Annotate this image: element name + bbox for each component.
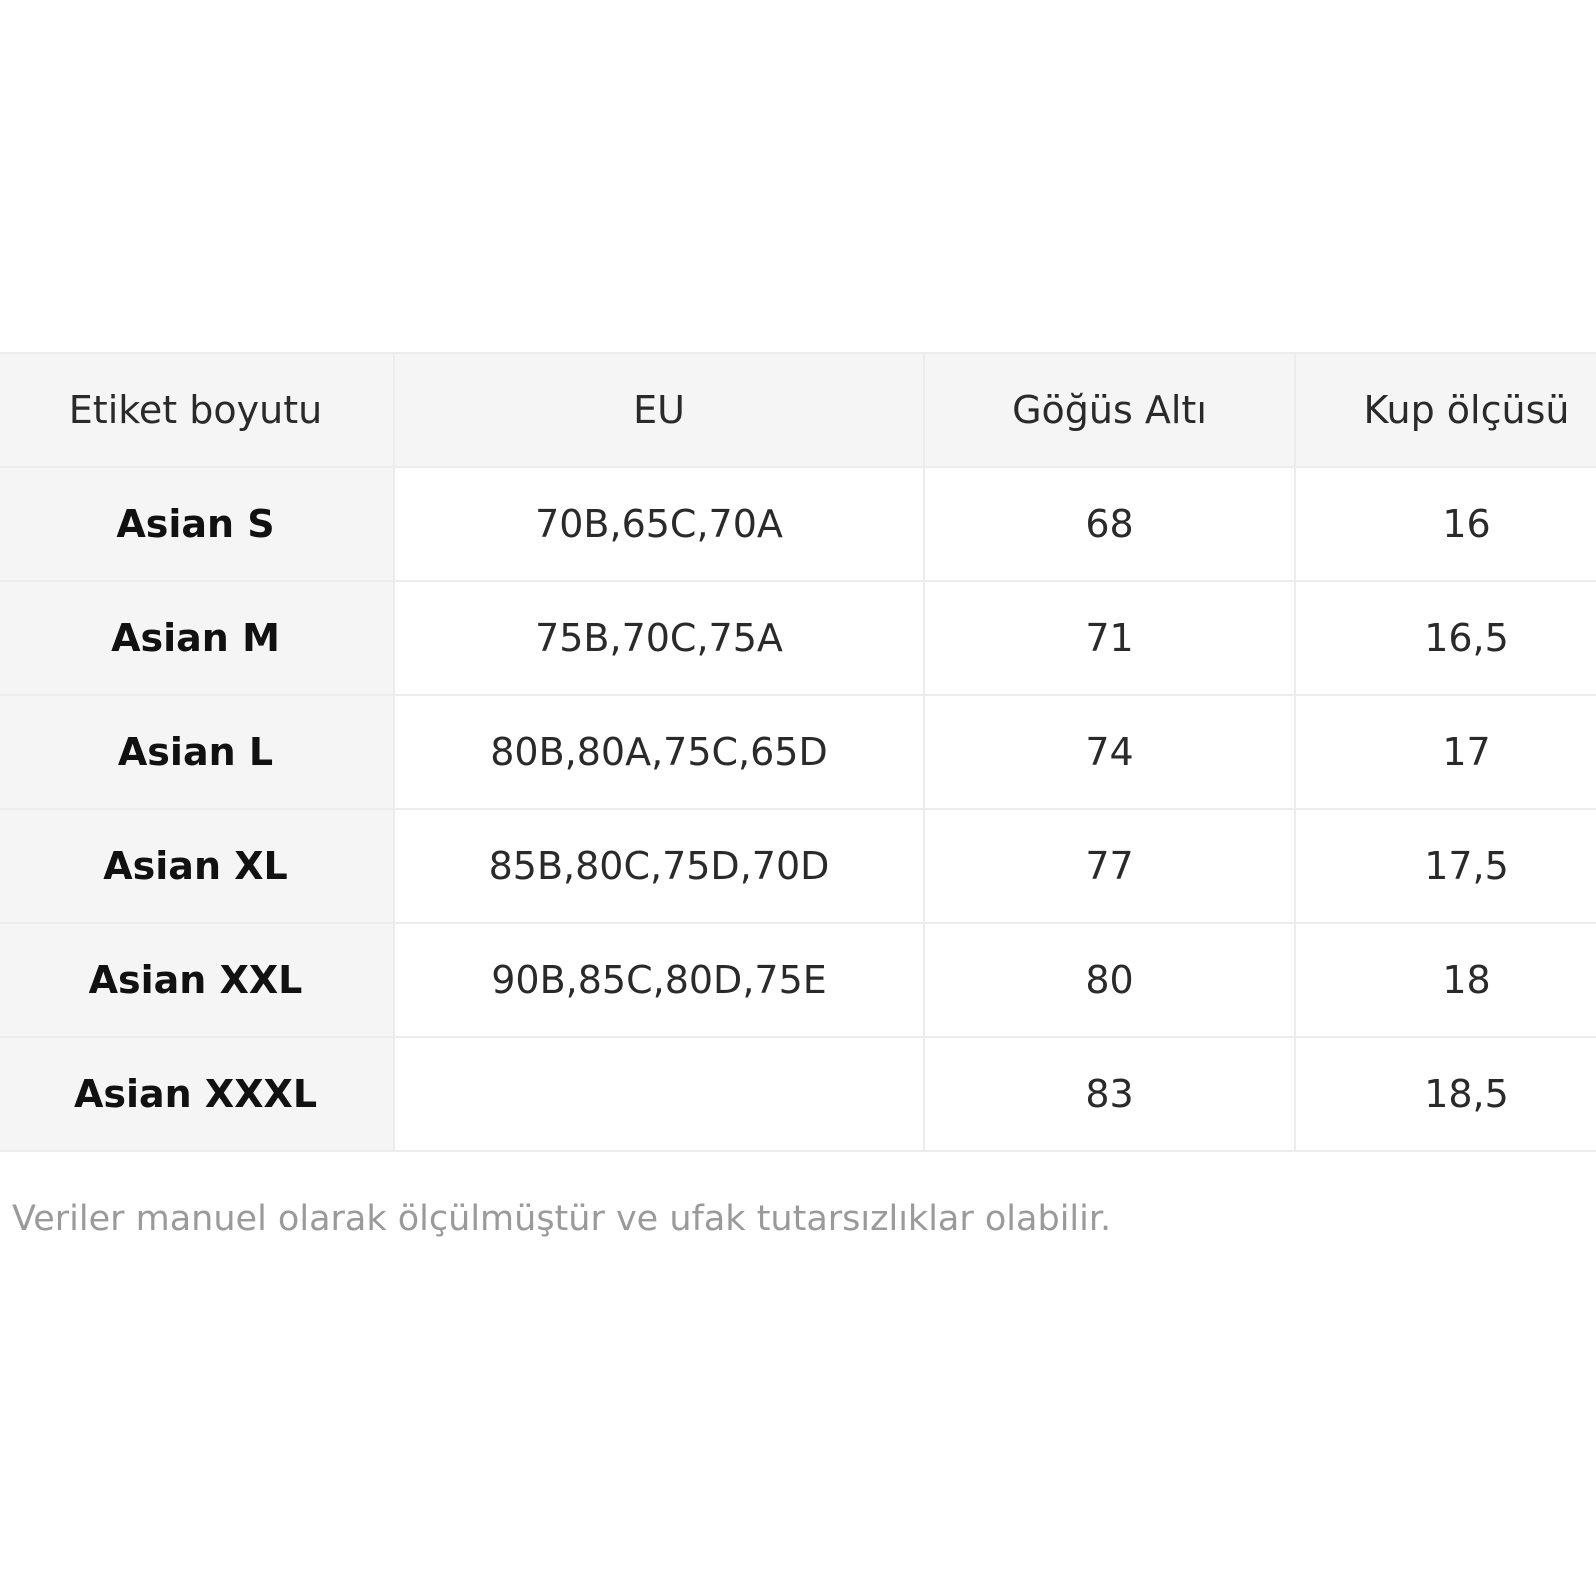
measurement-disclaimer: Veriler manuel olarak ölçülmüştür ve ufak tutarsızlıklar olabilir. — [12, 1199, 1112, 1239]
eu-size-cell: 90B,85C,80D,75E — [394, 923, 924, 1037]
cup-size-cell: 18 — [1295, 923, 1596, 1037]
size-label-cell: Asian XXXL — [0, 1037, 394, 1151]
cup-size-cell: 16,5 — [1295, 581, 1596, 695]
underbust-cell: 77 — [924, 809, 1295, 923]
underbust-cell: 74 — [924, 695, 1295, 809]
cup-size-cell: 17,5 — [1295, 809, 1596, 923]
table-row — [0, 1037, 1596, 1151]
table-row — [0, 695, 1596, 809]
header-eu: EU — [394, 353, 924, 467]
eu-size-cell: 80B,80A,75C,65D — [394, 695, 924, 809]
eu-size-cell: 70B,65C,70A — [394, 467, 924, 581]
cup-size-cell: 17 — [1295, 695, 1596, 809]
header-underbust: Göğüs Altı — [924, 353, 1295, 467]
underbust-cell: 80 — [924, 923, 1295, 1037]
header-label-size: Etiket boyutu — [0, 353, 394, 467]
underbust-cell: 71 — [924, 581, 1295, 695]
size-label-cell: Asian M — [0, 581, 394, 695]
underbust-cell: 68 — [924, 467, 1295, 581]
eu-size-cell — [394, 1037, 924, 1151]
eu-size-cell: 75B,70C,75A — [394, 581, 924, 695]
eu-size-cell: 85B,80C,75D,70D — [394, 809, 924, 923]
table-header-row — [0, 353, 1596, 467]
cup-size-cell: 16 — [1295, 467, 1596, 581]
table-row — [0, 467, 1596, 581]
underbust-cell: 83 — [924, 1037, 1295, 1151]
cup-size-cell: 18,5 — [1295, 1037, 1596, 1151]
size-label-cell: Asian XL — [0, 809, 394, 923]
table-row — [0, 809, 1596, 923]
size-label-cell: Asian S — [0, 467, 394, 581]
table-row — [0, 581, 1596, 695]
table-row — [0, 923, 1596, 1037]
size-label-cell: Asian XXL — [0, 923, 394, 1037]
size-chart-table — [0, 352, 1596, 1152]
header-cup-size: Kup ölçüsü — [1295, 353, 1596, 467]
size-label-cell: Asian L — [0, 695, 394, 809]
